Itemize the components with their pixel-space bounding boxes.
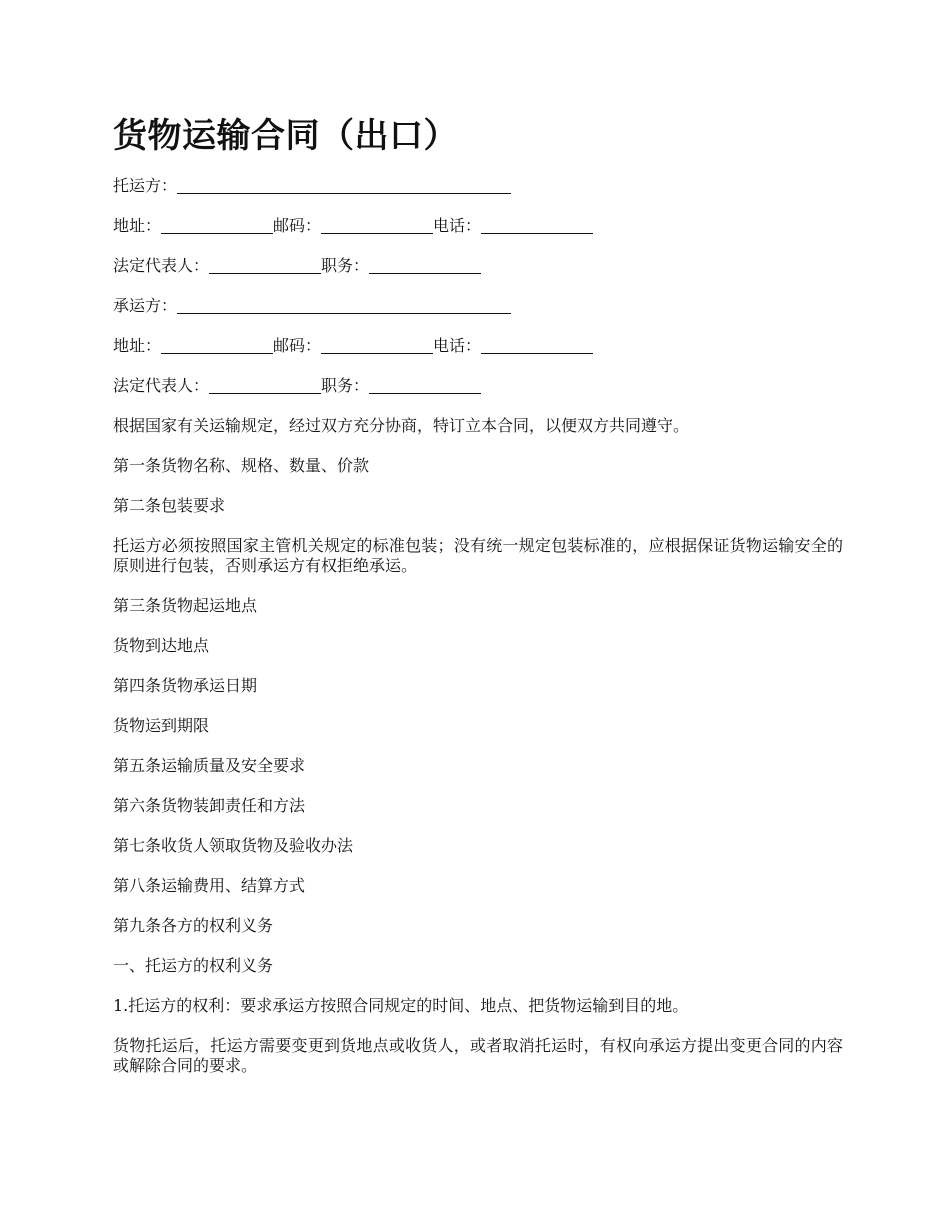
- clause-4-heading: 第四条货物承运日期: [113, 676, 258, 695]
- carrier-address-blank[interactable]: [161, 337, 273, 354]
- shipper-label: 托运方：: [113, 176, 178, 195]
- shipper-rep-label: 法定代表人：: [113, 256, 210, 275]
- carrier-position-blank[interactable]: [369, 377, 481, 394]
- shipper-address-label: 地址：: [113, 216, 162, 235]
- shipper-rep-blank[interactable]: [209, 257, 321, 274]
- carrier-line: [113, 296, 843, 316]
- carrier-postcode-label: 邮码：: [273, 336, 322, 355]
- clause-2-body: 托运方必须按照国家主管机关规定的标准包装；没有统一规定包装标准的，应根据保证货物运输安全的原则进行包装，否则承运方有权拒绝承运。: [113, 536, 843, 575]
- shipper-phone-blank[interactable]: [481, 217, 593, 234]
- carrier-name-blank[interactable]: [177, 297, 511, 314]
- clause-9-section-1-heading: 一、托运方的权利义务: [113, 956, 274, 975]
- carrier-rep-line: [113, 376, 843, 396]
- clause-4-deadline: 货物运到期限: [113, 716, 210, 735]
- carrier-label: 承运方：: [113, 296, 178, 315]
- carrier-postcode-blank[interactable]: [321, 337, 433, 354]
- carrier-position-label: 职务：: [321, 376, 370, 395]
- clause-1-heading: 第一条货物名称、规格、数量、价款: [113, 456, 370, 475]
- preamble-paragraph: 根据国家有关运输规定，经过双方充分协商，特订立本合同，以便双方共同遵守。: [113, 416, 690, 435]
- carrier-address-label: 地址：: [113, 336, 162, 355]
- shipper-line: [113, 176, 843, 196]
- clause-8-heading: 第八条运输费用、结算方式: [113, 876, 306, 895]
- shipper-address-blank[interactable]: [161, 217, 273, 234]
- shipper-contact-line: [113, 216, 843, 236]
- clause-3-destination: 货物到达地点: [113, 636, 210, 655]
- clause-6-heading: 第六条货物装卸责任和方法: [113, 796, 306, 815]
- clause-9-item-1: 1.托运方的权利：要求承运方按照合同规定的时间、地点、把货物运输到目的地。: [113, 996, 689, 1015]
- shipper-position-blank[interactable]: [369, 257, 481, 274]
- shipper-phone-label: 电话：: [433, 216, 482, 235]
- shipper-position-label: 职务：: [321, 256, 370, 275]
- shipper-postcode-label: 邮码：: [273, 216, 322, 235]
- shipper-rep-line: [113, 256, 843, 276]
- shipper-postcode-blank[interactable]: [321, 217, 433, 234]
- carrier-contact-line: [113, 336, 843, 356]
- clause-9-heading: 第九条各方的权利义务: [113, 916, 274, 935]
- shipper-name-blank[interactable]: [177, 177, 511, 194]
- carrier-phone-blank[interactable]: [481, 337, 593, 354]
- page-title: 货物运输合同（出口）: [113, 116, 458, 156]
- carrier-rep-blank[interactable]: [209, 377, 321, 394]
- clause-7-heading: 第七条收货人领取货物及验收办法: [113, 836, 354, 855]
- carrier-rep-label: 法定代表人：: [113, 376, 210, 395]
- carrier-phone-label: 电话：: [433, 336, 482, 355]
- contract-page: [113, 112, 843, 1096]
- clause-2-heading: 第二条包装要求: [113, 496, 226, 515]
- clause-5-heading: 第五条运输质量及安全要求: [113, 756, 306, 775]
- clause-9-item-1-body: 货物托运后，托运方需要变更到货地点或收货人，或者取消托运时，有权向承运方提出变更合同的内容或解除合同的要求。: [113, 1036, 843, 1075]
- clause-3-heading: 第三条货物起运地点: [113, 596, 258, 615]
